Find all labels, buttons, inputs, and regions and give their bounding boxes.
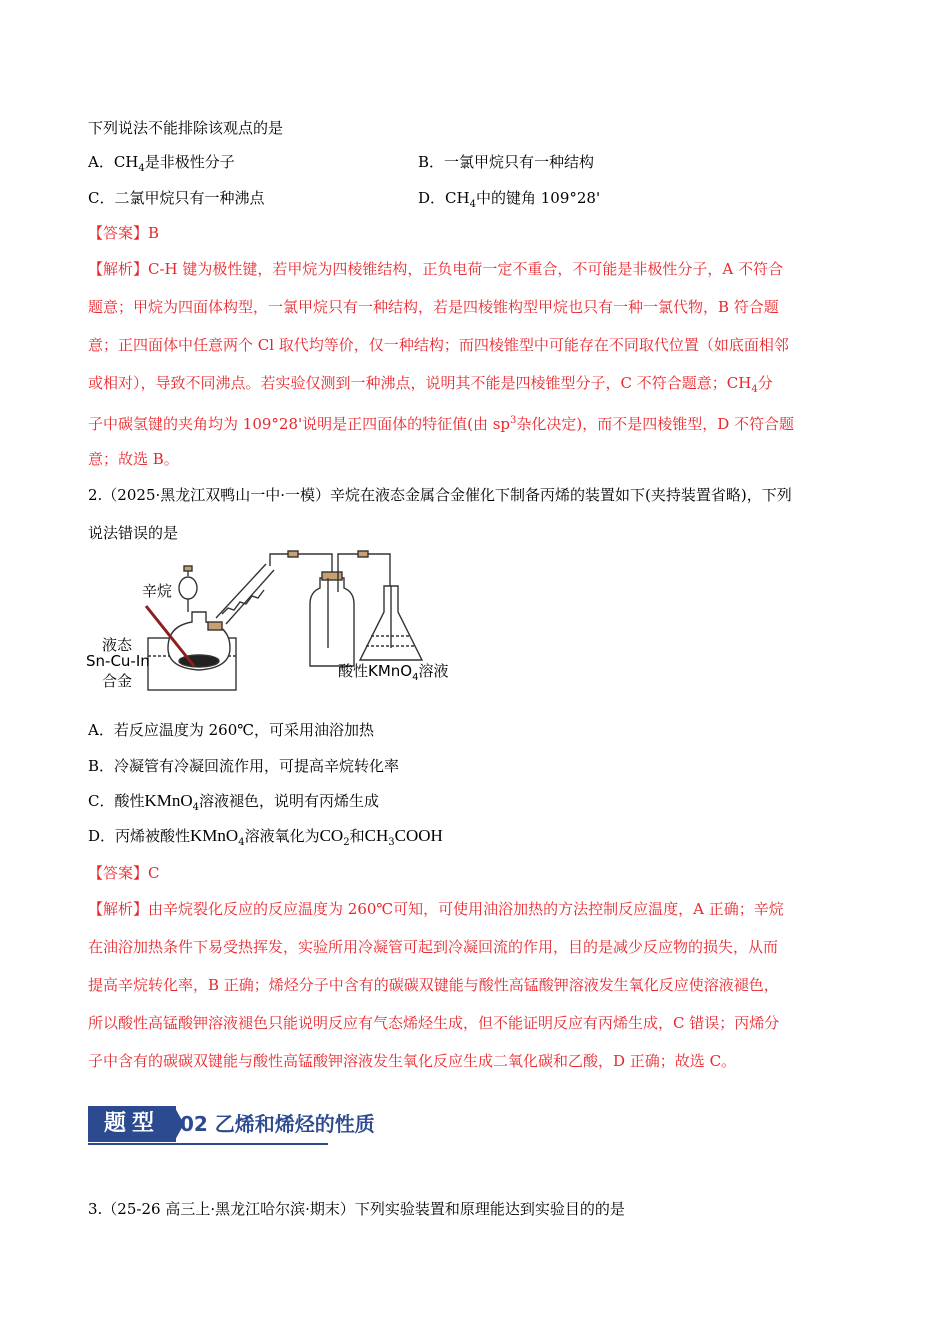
q1-option-b: B．一氯甲烷只有一种结构 — [418, 153, 595, 171]
label-octane: 辛烷 — [142, 582, 173, 600]
q2-option-c: C．酸性KMnO$_4$溶液褪色，说明有丙烯生成 — [88, 791, 380, 813]
q1-option-c: C．二氯甲烷只有一种沸点 — [88, 189, 265, 207]
q3-stem: 3.（25-26 高三上·黑龙江哈尔滨·期末）下列实验装置和原理能达到实验目的的是 — [88, 1200, 625, 1218]
q2-analysis-line: 【解析】由辛烷裂化反应的反应温度为 260℃可知，可使用油浴加热的方法控制反应温度，A 正确；辛烷 — [88, 900, 784, 918]
label-alloy-name: Sn-Cu-In — [86, 652, 150, 670]
q2-option-a: A．若反应温度为 260℃，可采用油浴加热 — [88, 721, 375, 739]
label-kmno4-solution: 酸性KMnO$_4$溶液 — [338, 662, 449, 683]
q1-stem: 下列说法不能排除该观点的是 — [88, 119, 284, 137]
q1-analysis-line: 题意；甲烷为四面体构型，一氯甲烷只有一种结构，若是四棱锥构型甲烷也只有一种一氯代物，B 符合题 — [88, 298, 779, 316]
q2-analysis-line: 提高辛烷转化率，B 正确；烯烃分子中含有的碳碳双键能与酸性高锰酸钾溶液发生氧化反应使溶液褪色， — [88, 976, 779, 994]
q2-analysis-line: 所以酸性高锰酸钾溶液褪色只能说明反应有气态烯烃生成，但不能证明反应有丙烯生成，C 错误；丙烯分 — [88, 1014, 780, 1032]
q2-analysis-line: 子中含有的碳碳双键能与酸性高锰酸钾溶液发生氧化反应生成二氧化碳和乙酸，D 正确；故选 C。 — [88, 1052, 737, 1070]
q2-answer: 【答案】C — [88, 864, 160, 882]
q2-stem: 2.（2025·黑龙江双鸭山一中·一模）辛烷在液态金属合金催化下制备丙烯的装置如下(夹持装置省略)，下列 — [88, 486, 792, 504]
q2-analysis-line: 在油浴加热条件下易受热挥发，实验所用冷凝管可起到冷凝回流的作用，目的是减少反应物的损失，从而 — [88, 938, 779, 956]
q1-analysis-line: 意；故选 B。 — [88, 450, 179, 468]
section-rule — [88, 1143, 328, 1145]
q2-option-d: D．丙烯被酸性KMnO$_4$溶液氧化为$CO_2$和$CH_3COOH$ — [88, 826, 443, 848]
section-tag: 题型 — [88, 1106, 176, 1142]
label-liquid: 液态 — [102, 636, 133, 654]
q1-option-a: A．$CH_4$是非极性分子 — [88, 153, 235, 174]
q1-answer: 【答案】B — [88, 224, 160, 242]
section-title: 02 乙烯和烯烃的性质 — [180, 1112, 375, 1136]
q1-option-d: D．$CH_4$中的键角 109°28' — [418, 189, 601, 210]
q1-analysis-line: 或相对），导致不同沸点。若实验仅测到一种沸点，说明其不能是四棱锥型分子，C 不符合题意；$CH_4$分 — [88, 374, 773, 395]
q1-analysis-line: 子中碳氢键的夹角均为 109°28'说明是正四面体的特征值(由 $sp^3$杂化决定)，而不是四棱锥型，D 不符合题 — [88, 415, 795, 433]
q1-analysis-line: 意；正四面体中任意两个 Cl 取代均等价，仅一种结构；而四棱锥型中可能存在不同取代位置（如底面相邻 — [88, 336, 789, 354]
q2-stem: 说法错误的是 — [88, 524, 179, 542]
q1-analysis-line: 【解析】C-H 键为极性键，若甲烷为四棱锥结构，正负电荷一定不重合，不可能是非极性分子，A 不符合 — [88, 260, 783, 278]
apparatus-diagram — [88, 548, 468, 698]
label-alloy: 合金 — [102, 672, 133, 690]
q2-option-b: B．冷凝管有冷凝回流作用，可提高辛烷转化率 — [88, 757, 400, 775]
section-banner — [88, 1106, 428, 1144]
